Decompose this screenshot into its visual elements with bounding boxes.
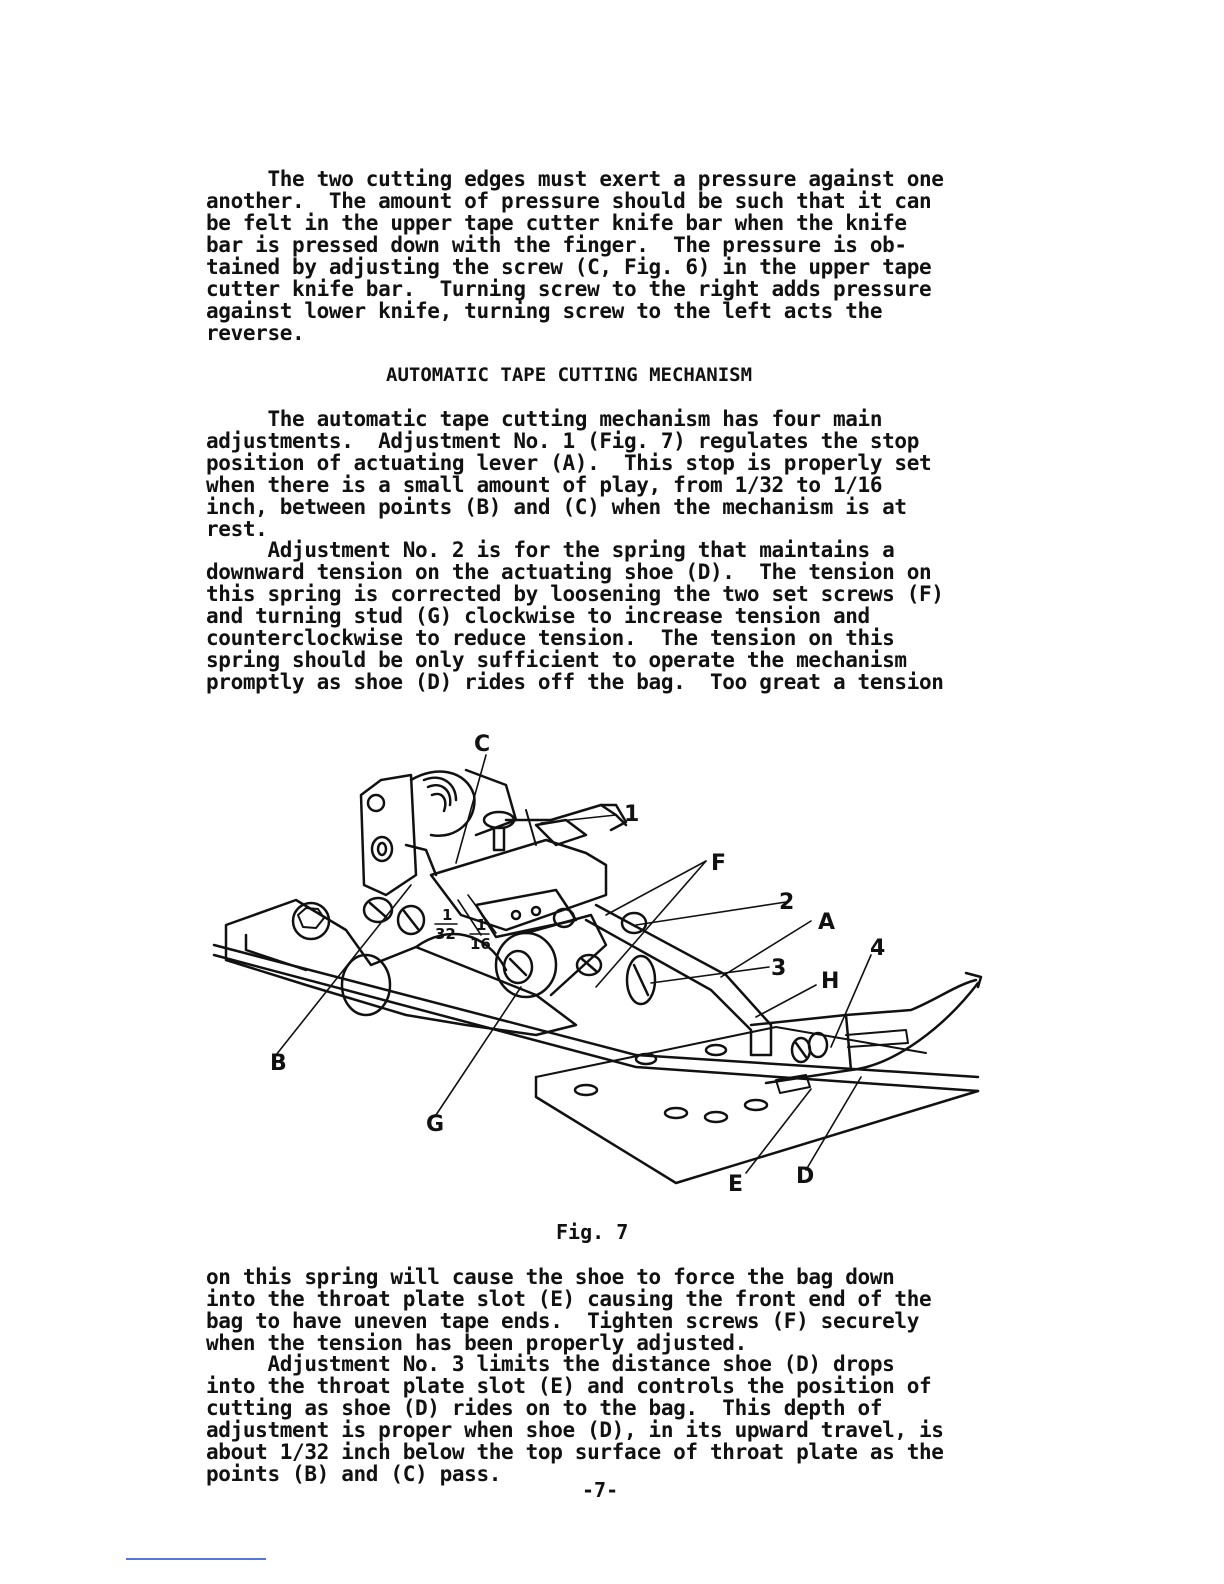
text-line: cutting as shoe (D) rides on to the bag. This depth of (206, 1396, 883, 1420)
text-line: adjustment is proper when shoe (D), in its upward travel, is (206, 1418, 944, 1442)
text-line: spring should be only sufficient to operate the mechanism (206, 648, 907, 672)
text-line: reverse. (206, 321, 305, 345)
throat-plate (214, 945, 978, 1183)
callout-f: F (711, 851, 727, 876)
text-line: points (B) and (C) pass. (206, 1462, 502, 1486)
fraction-numerator: 1 (476, 916, 487, 934)
callout-c: C (474, 732, 491, 757)
callout-e: E (728, 1172, 744, 1197)
callout-h: H (821, 969, 840, 994)
callout-1: 1 (624, 802, 640, 827)
text-line: when the tension has been properly adjusted. (206, 1331, 747, 1355)
text-line: Adjustment No. 2 is for the spring that maintains a (206, 538, 895, 562)
text-line: into the throat plate slot (E) causing the front end of the (206, 1287, 932, 1311)
text-line: counterclockwise to reduce tension. The tension on this (206, 626, 895, 650)
text-line: be felt in the upper tape cutter knife bar when the knife (206, 211, 907, 235)
text-line: against lower knife, turning screw to the left acts the (206, 299, 883, 323)
figure-caption: Fig. 7 (556, 1220, 629, 1244)
text-line: about 1/32 inch below the top surface of throat plate as the (206, 1440, 944, 1464)
text-line: when there is a small amount of play, from 1/32 to 1/16 (206, 473, 883, 497)
callout-a: A (818, 910, 836, 935)
text-line: tained by adjusting the screw (C, Fig. 6) in the upper tape (206, 255, 932, 279)
text-line: inch, between points (B) and (C) when the mechanism is at (206, 495, 907, 519)
arm-casting (226, 898, 576, 1035)
text-line: and turning stud (G) clockwise to increase tension and (206, 604, 870, 628)
text-line: adjustments. Adjustment No. 1 (Fig. 7) regulates the stop (206, 429, 919, 453)
text-line: rest. (206, 517, 268, 541)
text-line: cutter knife bar. Turning screw to the right adds pressure (206, 277, 932, 301)
callout-d: D (796, 1164, 815, 1189)
text-line: position of actuating lever (A). This stop is properly set (206, 451, 932, 475)
footer-rule (126, 1558, 266, 1560)
text-line: bag to have uneven tape ends. Tighten screws (F) securely (206, 1309, 919, 1333)
callout-3: 3 (771, 956, 787, 981)
page-number: -7- (582, 1478, 619, 1502)
text-line: downward tension on the actuating shoe (D). The tension on (206, 560, 932, 584)
text-line: bar is pressed down with the finger. The pressure is ob- (206, 233, 907, 257)
text-line: The two cutting edges must exert a pressure against one (206, 167, 944, 191)
callout-2: 2 (779, 890, 795, 915)
figure-7 (206, 725, 996, 1210)
text-line: into the throat plate slot (E) and controls the position of (206, 1374, 932, 1398)
text-line: on this spring will cause the shoe to force the bag down (206, 1265, 895, 1289)
fraction-denominator: 16 (470, 935, 491, 953)
tape-cutting-mechanism-drawing (206, 725, 996, 1210)
text-line: another. The amount of pressure should be such that it can (206, 189, 932, 213)
fraction-numerator: 1 (442, 906, 453, 924)
callout-b: B (270, 1051, 287, 1076)
text-line: this spring is corrected by loosening the two set screws (F) (206, 582, 944, 606)
callout-g: G (426, 1112, 445, 1137)
text-line: Adjustment No. 3 limits the distance shoe (D) drops (206, 1352, 895, 1376)
text-line: promptly as shoe (D) rides off the bag. Too great a tension (206, 670, 944, 694)
callout-4: 4 (870, 936, 886, 961)
fraction-denominator: 32 (435, 925, 456, 943)
text-line: The automatic tape cutting mechanism has four main (206, 407, 883, 431)
linkage (431, 805, 626, 937)
section-heading: AUTOMATIC TAPE CUTTING MECHANISM (386, 364, 753, 386)
